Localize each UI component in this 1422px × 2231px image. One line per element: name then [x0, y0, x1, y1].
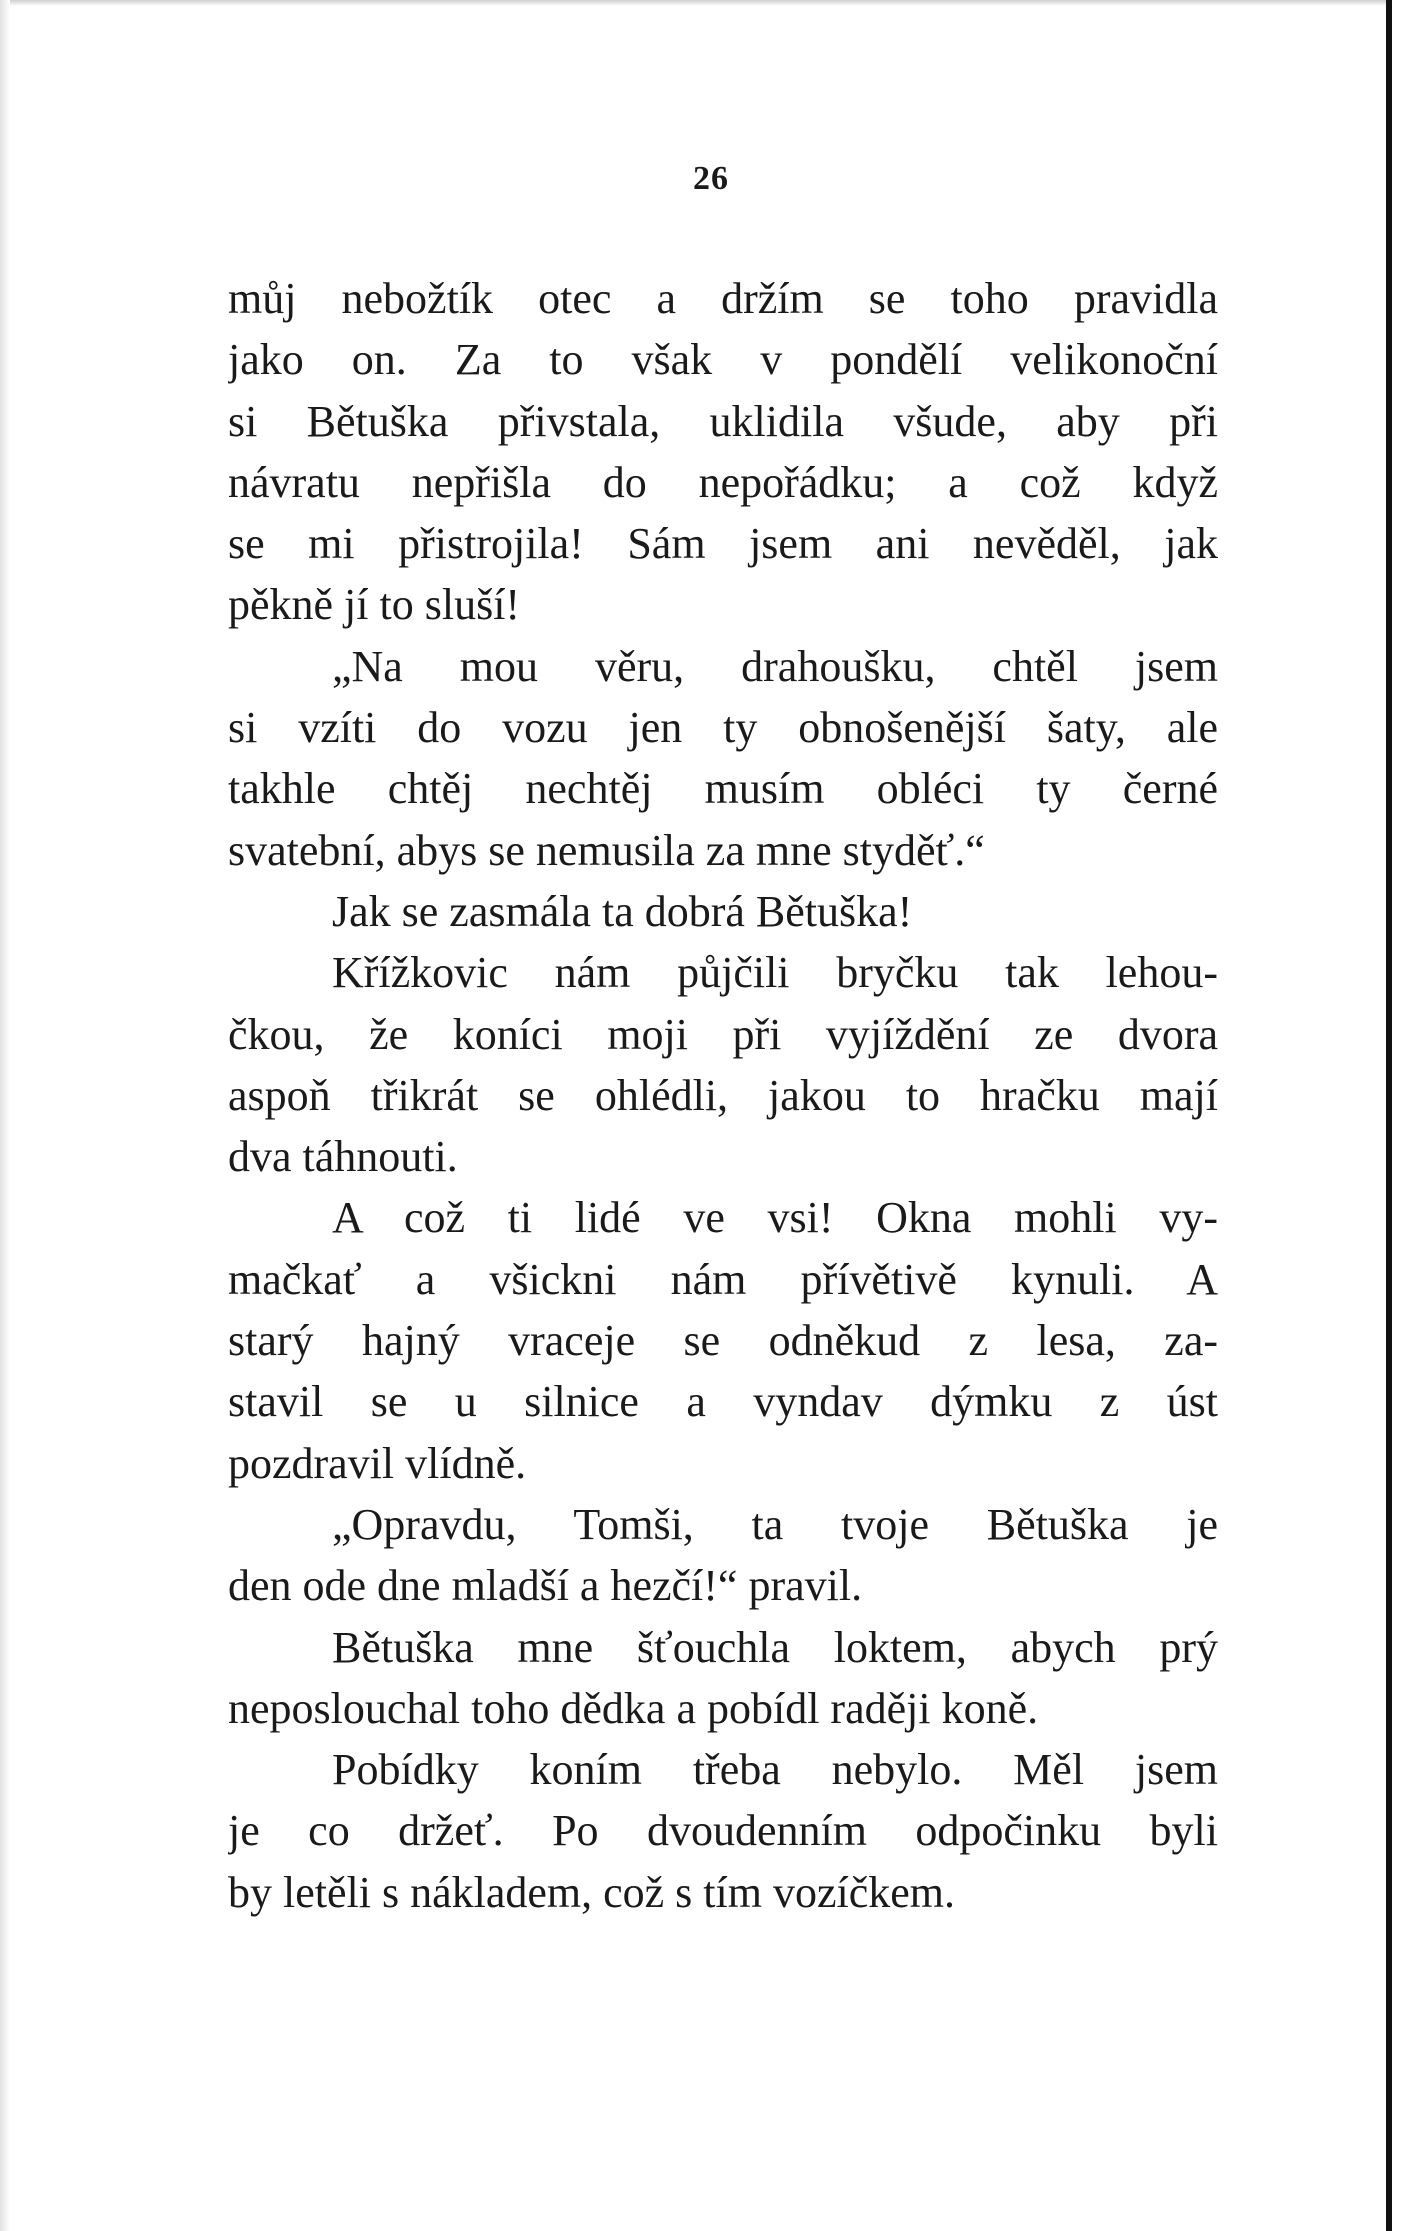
paragraph	[228, 881, 1218, 942]
text-line: by letěli s nákladem, což s tím vozíčkem.	[228, 1867, 956, 1917]
text-line: starý hajný vraceje se odněkud z lesa, za-	[228, 1316, 1218, 1366]
paragraph	[228, 1617, 1218, 1740]
text-line: Pobídky koním třeba nebylo. Měl jsem	[332, 1745, 1218, 1795]
text-line: můj nebožtík otec a držím se toho pravidla	[228, 274, 1218, 323]
text-line: se mi přistrojila! Sám jsem ani nevěděl, jak	[228, 519, 1218, 569]
scan-edge-left	[0, 0, 10, 2231]
text-line: Jak se zasmála ta dobrá Bětuška!	[332, 886, 913, 936]
text-line: den ode dne mladší a hezčí!“ pravil.	[228, 1561, 863, 1611]
body-text	[228, 268, 1218, 1923]
text-line: aspoň třikrát se ohlédli, jakou to hračku mají	[228, 1070, 1218, 1120]
paragraph	[228, 942, 1218, 1187]
text-line: takhle chtěj nechtěj musím obléci ty černé	[228, 764, 1218, 814]
scan-edge-top	[0, 0, 1400, 6]
text-line: „Na mou věru, drahoušku, chtěl jsem	[332, 641, 1218, 691]
text-line: „Opravdu, Tomši, ta tvoje Bětuška je	[332, 1499, 1218, 1549]
text-line: svatební, abys se nemusila za mne styděť.“	[228, 825, 985, 875]
page-margin-right	[1392, 0, 1422, 2231]
text-line: A což ti lidé ve vsi! Okna mohli vy-	[332, 1193, 1218, 1243]
paragraph	[228, 1187, 1218, 1493]
text-line: Křížkovic nám půjčili bryčku tak lehou-	[332, 948, 1218, 998]
text-line: jako on. Za to však v pondělí velikonoční	[228, 335, 1218, 385]
text-line: Bětuška mne šťouchla loktem, abych prý	[332, 1622, 1218, 1672]
text-line: je co držeť. Po dvoudenním odpočinku byli	[228, 1806, 1218, 1856]
paragraph	[228, 268, 1218, 636]
text-line: mačkať a všickni nám přívětivě kynuli. A	[228, 1254, 1218, 1304]
text-line: neposlouchal toho dědka a pobídl raději koně.	[228, 1683, 1039, 1733]
text-line: si Bětuška přivstala, uklidila všude, aby při	[228, 396, 1218, 446]
text-line: pozdravil vlídně.	[228, 1438, 527, 1488]
paragraph	[228, 1739, 1218, 1923]
paragraph	[228, 636, 1218, 881]
page-number: 26	[693, 160, 729, 197]
text-line: stavil se u silnice a vyndav dýmku z úst	[228, 1377, 1218, 1427]
text-line: si vzíti do vozu jen ty obnošenější šaty, ale	[228, 703, 1218, 753]
text-line: pěkně jí to sluší!	[228, 580, 521, 630]
text-line: návratu nepřišla do nepořádku; a což když	[228, 457, 1218, 507]
text-line: dva táhnouti.	[228, 1132, 458, 1182]
text-line: čkou, že koníci moji při vyjíždění ze dvora	[228, 1009, 1218, 1059]
paragraph	[228, 1494, 1218, 1617]
